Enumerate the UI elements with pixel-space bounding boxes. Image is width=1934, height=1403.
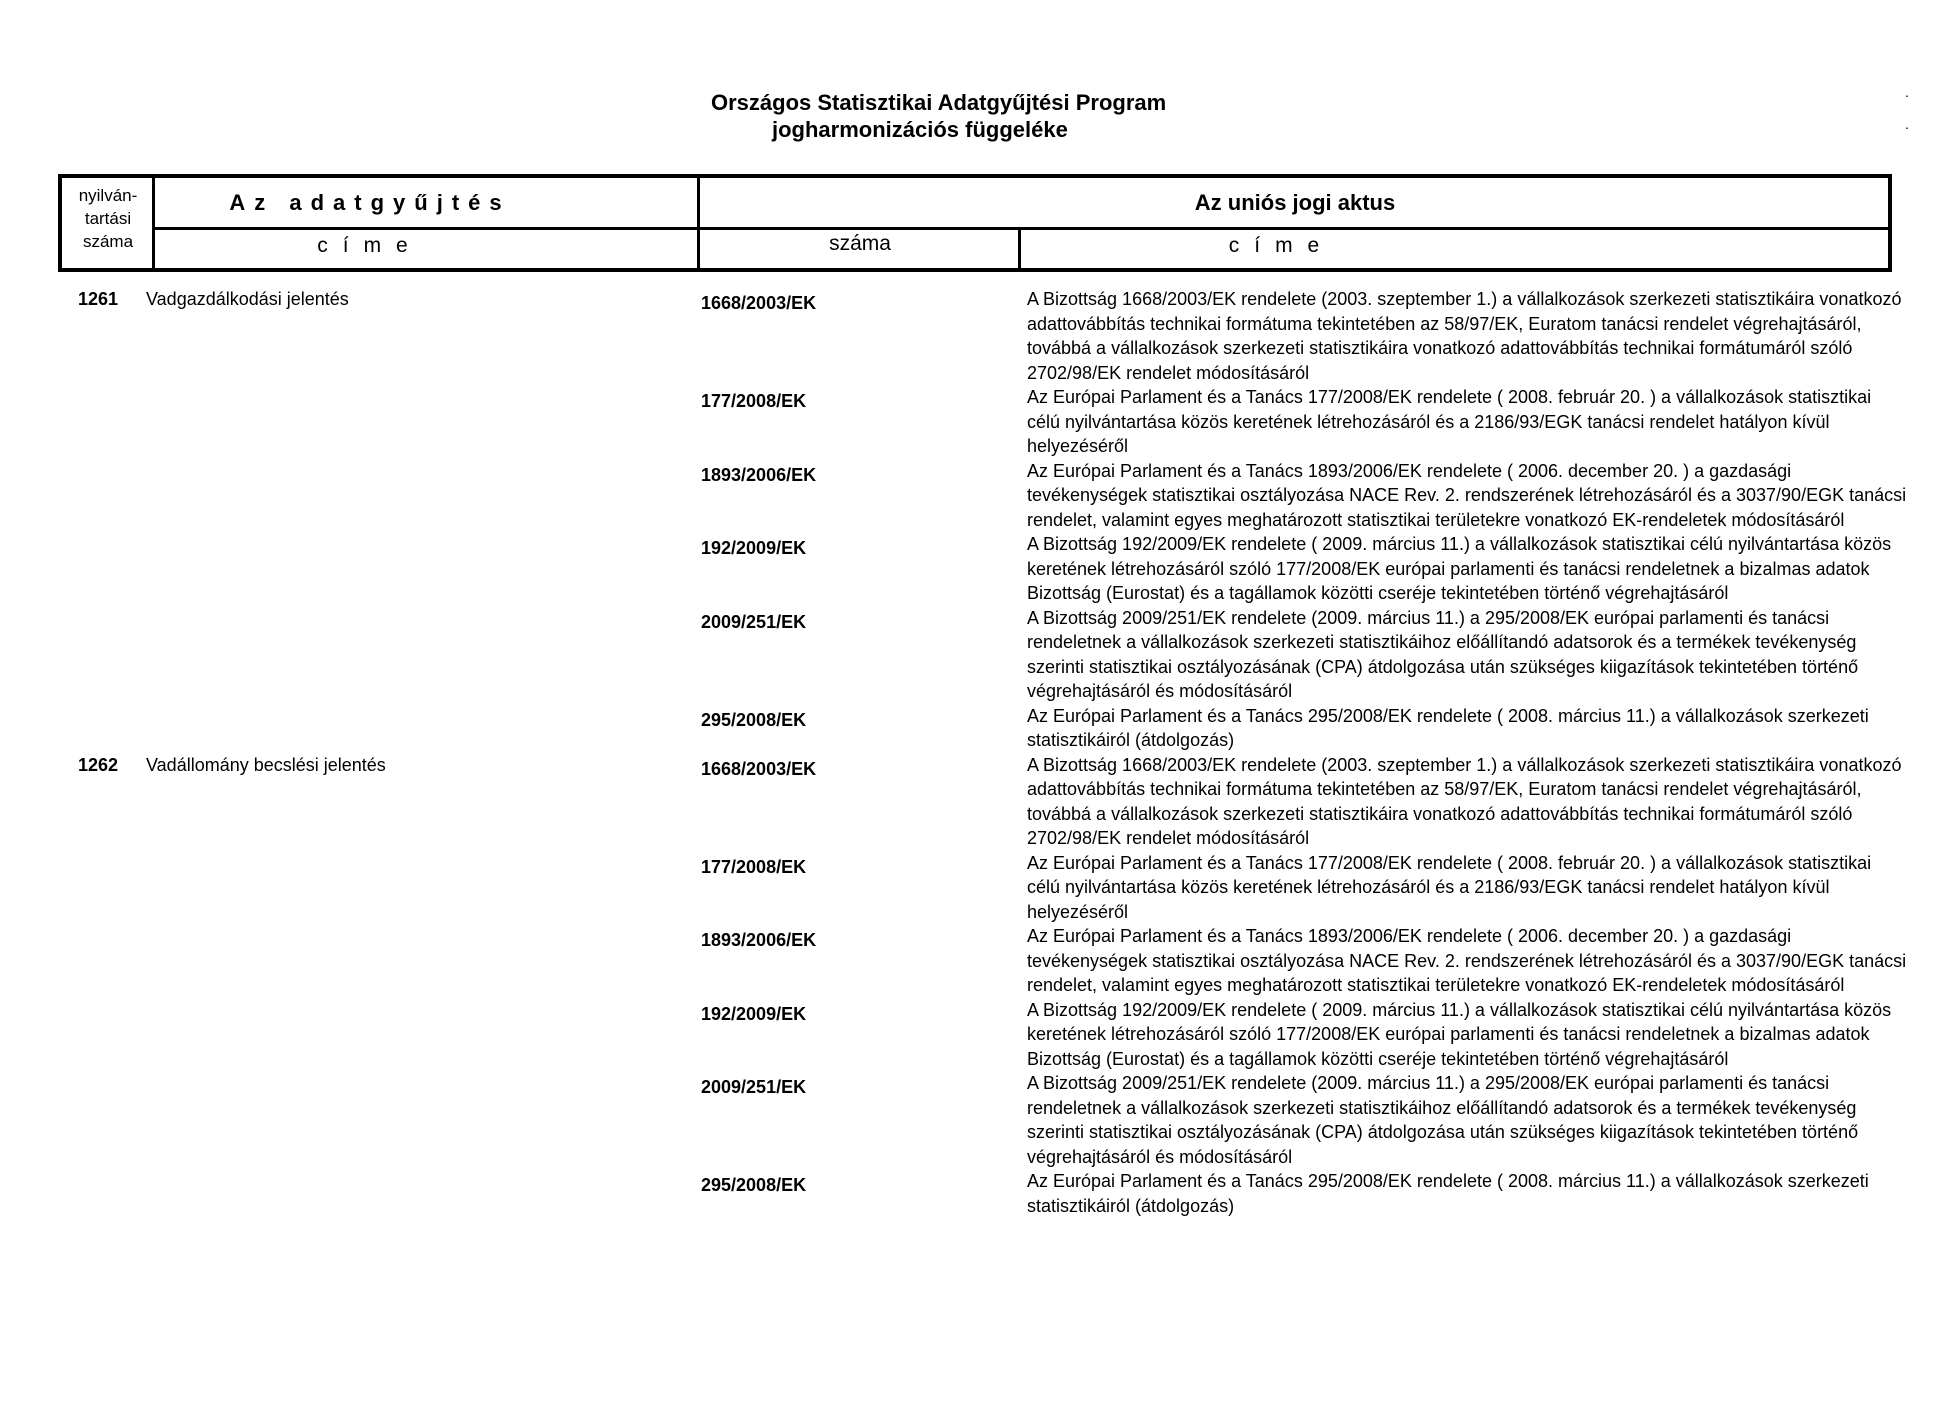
eu-act-title: Az Európai Parlament és a Tanács 295/2008/EK rendelete ( 2008. március 11.) a vállalkozások szerkezeti statisztikáiról (átdolgozás) (1027, 705, 1869, 750)
collection-title (145, 998, 698, 1072)
collection-title (145, 532, 698, 606)
table-header (58, 174, 1892, 272)
header-eu-act: Az uniós jogi aktus (1194, 190, 1396, 215)
margin-dot: . (1905, 116, 1909, 132)
table-row (0, 851, 1934, 925)
eu-act-title: Az Európai Parlament és a Tanács 1893/2006/EK rendelete ( 2006. december 20. ) a gazdasági tevékenységek statisztikai osztályozása NACE Rev. 2. rendszerének létrehozásáról és a 3037/90/EGK tanácsi rendelet, valamint egyes meghatározott statisztikai területekre vonatkozó EK-rendeletek módosításáról (1027, 926, 1907, 995)
collection-title (145, 1169, 698, 1218)
registry-number: 1262 (78, 754, 119, 775)
eu-act-number: 192/2009/EK (701, 538, 807, 558)
collection-title (145, 924, 698, 998)
registry-number (0, 924, 145, 998)
collection-title (145, 606, 698, 704)
divider (697, 178, 700, 268)
table-row (0, 532, 1934, 606)
table-row (0, 753, 1934, 851)
entry-block (0, 753, 1934, 1219)
title-line-2: jogharmonizációs függeléke (772, 117, 1068, 142)
eu-act-title: A Bizottság 192/2009/EK rendelete ( 2009. március 11.) a vállalkozások statisztikai célú nyilvántartása közös keretének létrehozásáról szóló 177/2008/EK európai parlamenti és tanácsi rendeletnek a bizalmas adatok Bizottság (Eurostat) és a tagállamok közötti cseréje tekintetében történő végrehajtásáról (1027, 999, 1892, 1069)
registry-number (0, 606, 145, 704)
title-line-1: Országos Statisztikai Adatgyűjtési Program (711, 90, 1167, 115)
eu-act-title: A Bizottság 2009/251/EK rendelete (2009. március 11.) a 295/2008/EK európai parlamenti és tanácsi rendeletnek a vállalkozások szerkezeti statisztikáihoz előállítandó adatsorok és a termékek tevékenység szerinti statisztikai osztályozásának (CPA) átdolgozása után szükséges kiigazítások tekintetében történő végrehajtásáról és módosításáról (1027, 1073, 1859, 1167)
collection-title (145, 1071, 698, 1169)
eu-act-number: 2009/251/EK (701, 611, 807, 632)
eu-act-title: Az Európai Parlament és a Tanács 1893/2006/EK rendelete ( 2006. december 20. ) a gazdasági tevékenységek statisztikai osztályozása NACE Rev. 2. rendszerének létrehozásáról és a 3037/90/EGK tanácsi rendelet, valamint egyes meghatározott statisztikai területekre vonatkozó EK-rendeletek módosításáról (1027, 460, 1907, 530)
registry-number (0, 385, 145, 459)
margin-dot: . (1905, 84, 1909, 100)
registry-number (0, 1071, 145, 1169)
eu-act-title: A Bizottság 1668/2003/EK rendelete (2003. szeptember 1.) a vállalkozások szerkezeti statisztikáira vonatkozó adattovábbítás technikai formátuma tekintetében az 58/97/EK, Euratom tanácsi rendelet végrehajtásáról, továbbá a vállalkozások szerkezeti statisztikáira vonatkozó adattovábbítás technikai formátumáról szóló 2702/98/EK rendelet módosításáról (1027, 289, 1902, 383)
registry-number (0, 1169, 145, 1218)
divider (1018, 227, 1021, 268)
collection-title: Vadgazdálkodási jelentés (146, 289, 349, 309)
collection-title (145, 459, 698, 533)
eu-act-title: Az Európai Parlament és a Tanács 295/2008/EK rendelete ( 2008. március 11.) a vállalkozások szerkezeti statisztikáiról (átdolgozás) (1027, 1171, 1869, 1216)
eu-act-number: 177/2008/EK (701, 856, 807, 877)
table-body (0, 287, 1934, 1218)
table-row (0, 287, 1934, 385)
table-row (0, 704, 1934, 753)
registry-number (0, 532, 145, 606)
registry-number (0, 851, 145, 925)
table-row (0, 385, 1934, 459)
table-row (0, 998, 1934, 1072)
header-collection-title: címe (317, 234, 423, 257)
eu-act-number: 177/2008/EK (701, 391, 807, 411)
entry-block (0, 287, 1934, 753)
eu-act-number: 2009/251/EK (701, 1077, 807, 1097)
eu-act-title: Az Európai Parlament és a Tanács 177/2008/EK rendelete ( 2008. február 20. ) a vállalkozások statisztikai célú nyilvántartása közös keretének létrehozásáról és a 2186/93/EGK tanácsi rendelet hatályon kívül helyezéséről (1027, 852, 1872, 922)
table-row (0, 924, 1934, 998)
table-row (0, 1071, 1934, 1169)
eu-act-title: A Bizottság 2009/251/EK rendelete (2009. március 11.) a 295/2008/EK európai parlamenti és tanácsi rendeletnek a vállalkozások szerkezeti statisztikáihoz előállítandó adatsorok és a termékek tevékenység szerinti statisztikai osztályozásának (CPA) átdolgozása után szükséges kiigazítások tekintetében történő végrehajtásáról és módosításáról (1027, 607, 1859, 701)
eu-act-number: 1668/2003/EK (701, 758, 817, 779)
eu-act-title: A Bizottság 192/2009/EK rendelete ( 2009. március 11.) a vállalkozások statisztikai célú nyilvántartása közös keretének létrehozásáról szóló 177/2008/EK európai parlamenti és tanácsi rendeletnek a bizalmas adatok Bizottság (Eurostat) és a tagállamok közötti cseréje tekintetében történő végrehajtásáról (1027, 534, 1892, 603)
collection-title (145, 704, 698, 753)
registry-number (0, 704, 145, 753)
eu-act-number: 295/2008/EK (701, 1175, 807, 1195)
eu-act-title: Az Európai Parlament és a Tanács 177/2008/EK rendelete ( 2008. február 20. ) a vállalkozások statisztikai célú nyilvántartása közös keretének létrehozásáról és a 2186/93/EGK tanácsi rendelet hatályon kívül helyezéséről (1027, 387, 1872, 456)
eu-act-number: 1668/2003/EK (701, 293, 817, 313)
eu-act-title: A Bizottság 1668/2003/EK rendelete (2003. szeptember 1.) a vállalkozások szerkezeti statisztikáira vonatkozó adattovábbítás technikai formátuma tekintetében az 58/97/EK, Euratom tanácsi rendelet végrehajtásáról, továbbá a vállalkozások szerkezeti statisztikáira vonatkozó adattovábbítás technikai formátumáról szóló 2702/98/EK rendelet módosításáról (1027, 754, 1902, 848)
table-row (0, 459, 1934, 533)
divider (152, 227, 1888, 230)
registry-number (0, 459, 145, 533)
table-row (0, 1169, 1934, 1218)
header-registry-number: nyilván- tartási száma (78, 186, 138, 251)
header-collection: Az adatgyűjtés (229, 190, 511, 215)
header-eu-title: címe (1228, 234, 1335, 257)
eu-act-number: 1893/2006/EK (701, 464, 817, 485)
collection-title (145, 385, 698, 459)
table-row (0, 606, 1934, 704)
eu-act-number: 192/2009/EK (701, 1003, 807, 1024)
eu-act-number: 295/2008/EK (701, 709, 807, 730)
registry-number: 1261 (78, 289, 119, 309)
registry-number (0, 998, 145, 1072)
collection-title (145, 851, 698, 925)
header-eu-number: száma (829, 232, 891, 255)
eu-act-number: 1893/2006/EK (701, 930, 817, 950)
collection-title: Vadállomány becslési jelentés (146, 754, 386, 775)
